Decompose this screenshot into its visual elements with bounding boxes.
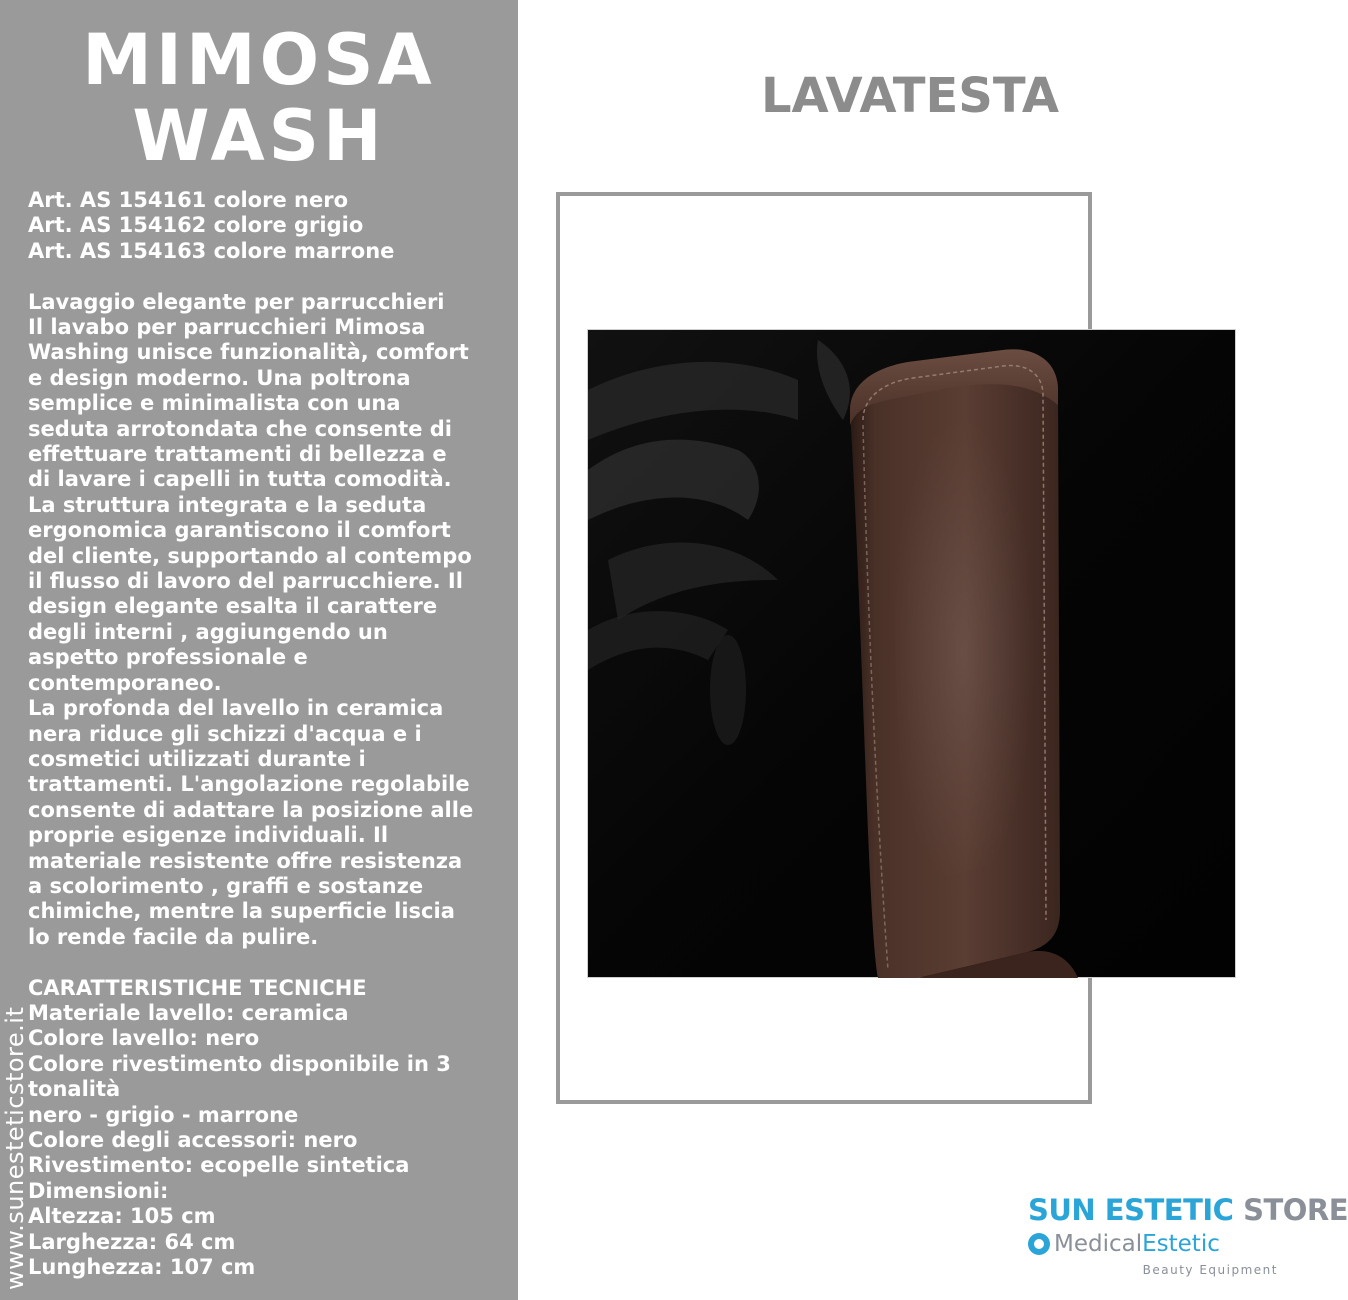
description-line: lo rende facile da pulire.: [28, 924, 319, 949]
description-text: [28, 290, 508, 951]
description-line: seduta arrotondata che consente di: [28, 416, 452, 441]
description-line: il flusso di lavoro del parrucchiere. Il: [28, 569, 463, 594]
article-line: Art. AS 154162 colore grigio: [28, 213, 364, 238]
article-line: Art. AS 154161 colore nero: [28, 188, 348, 212]
description-line: degli interni , aggiungendo un: [28, 619, 388, 644]
description-line: design elegante esalta il carattere: [28, 594, 438, 619]
logo-brand-blue: SUN ESTETIC: [1028, 1193, 1234, 1227]
description-line: La profonda del lavello in ceramica: [28, 696, 444, 721]
description-line: cosmetici utilizzati durante i: [28, 746, 366, 771]
description-line: semplice e minimalista con una: [28, 391, 401, 416]
spacer: [28, 950, 508, 975]
spec-line: Dimensioni:: [28, 1178, 169, 1203]
description-line: materiale resistente offre resistenza: [28, 848, 463, 873]
spec-line: Colore lavello: nero: [28, 1026, 260, 1051]
spacer: [28, 264, 508, 289]
description-line: La struttura integrata e la seduta: [28, 492, 427, 517]
spec-line: Altezza: 105 cm: [28, 1204, 216, 1229]
description-line: aspetto professionale e: [28, 645, 308, 670]
spec-line: CARATTERISTICHE TECNICHE: [28, 975, 367, 1000]
description-line: Washing unisce funzionalità, comfort: [28, 340, 469, 365]
product-title: [0, 19, 518, 177]
description-line: effettuare trattamenti di bellezza e: [28, 442, 447, 467]
spec-line: Materiale lavello: ceramica: [28, 1000, 349, 1025]
logo-brand-gray: STORE: [1243, 1193, 1348, 1227]
description-line: e design moderno. Una poltrona: [28, 365, 411, 390]
medical-emblem-icon: [1028, 1233, 1050, 1255]
description-line: a scolorimento , graffi e sostanze: [28, 873, 424, 898]
product-description: [28, 188, 508, 1280]
leather-backrest-image: [588, 330, 1235, 977]
product-photo: [587, 329, 1236, 978]
spec-line: Rivestimento: ecopelle sintetica: [28, 1153, 410, 1178]
description-line: chimiche, mentre la superficie liscia: [28, 899, 455, 924]
logo-sub-gray: Medical: [1054, 1231, 1143, 1257]
logo-sun-estetic-store: [1028, 1192, 1348, 1228]
spec-line: Lunghezza: 107 cm: [28, 1255, 256, 1280]
description-line: ergonomica garantiscono il comfort: [28, 518, 451, 543]
spec-line: Larghezza: 64 cm: [28, 1229, 236, 1254]
logo-tagline: Beauty Equipment: [1142, 1263, 1278, 1277]
description-line: nera riduce gli schizzi d'acqua e i: [28, 721, 422, 746]
description-line: contemporaneo.: [28, 670, 222, 695]
info-panel: [0, 0, 518, 1300]
product-title-line2: WASH: [132, 95, 386, 177]
section-title: LAVATESTA: [760, 68, 1060, 124]
website-url: www.sunesteticstore.it: [1, 1006, 29, 1290]
description-line: consente di adattare la posizione alle: [28, 797, 474, 822]
logo-sub-blue: Estetic: [1142, 1231, 1220, 1257]
description-line: del cliente, supportando al contempo: [28, 543, 472, 568]
description-line: Il lavabo per parrucchieri Mimosa: [28, 315, 426, 340]
logo-medical-estetic: [1028, 1230, 1280, 1258]
description-line: trattamenti. L'angolazione regolabile: [28, 772, 470, 797]
spec-line: Colore degli accessori: nero: [28, 1128, 358, 1152]
product-title-line1: MIMOSA: [82, 19, 436, 101]
article-list: [28, 188, 508, 264]
spec-line: nero - grigio - marrone: [28, 1102, 299, 1127]
spec-line: tonalità: [28, 1077, 121, 1102]
description-line: Lavaggio elegante per parrucchieri: [28, 289, 445, 314]
description-line: proprie esigenze individuali. Il: [28, 823, 389, 848]
technical-specs: [28, 976, 508, 1281]
brand-logo: [1028, 1192, 1348, 1284]
description-line: di lavare i capelli in tutta comodità.: [28, 467, 452, 492]
article-line: Art. AS 154163 colore marrone: [28, 238, 395, 263]
spec-line: Colore rivestimento disponibile in 3: [28, 1051, 451, 1076]
